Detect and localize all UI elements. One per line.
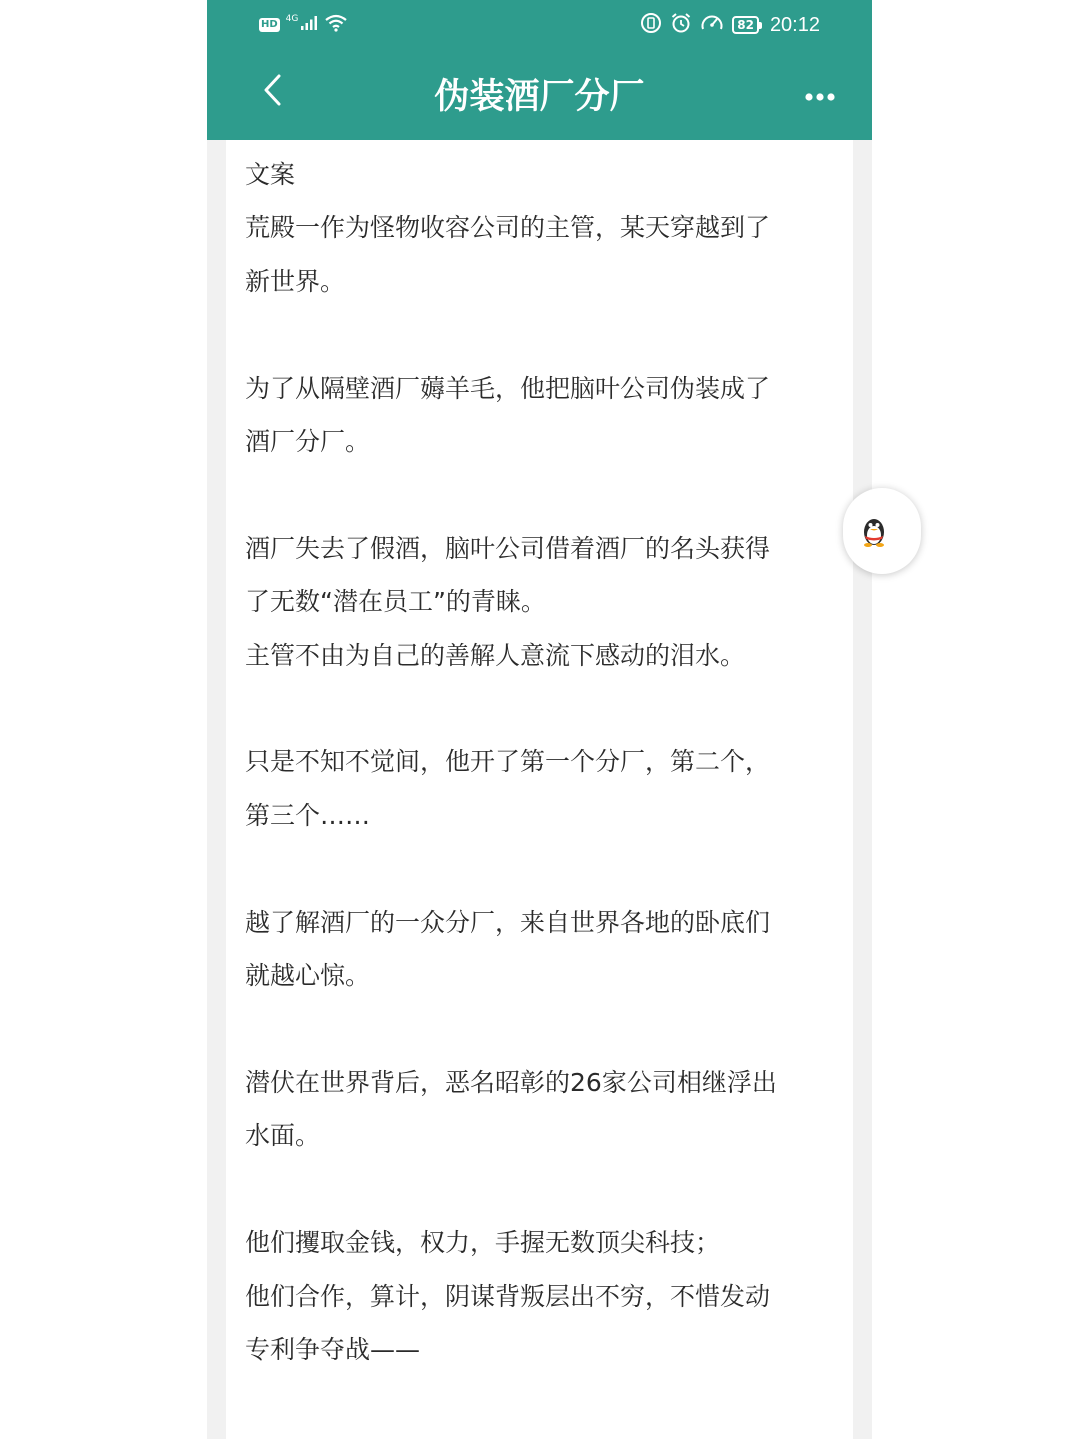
- phone-screen: [207, 0, 872, 1439]
- wifi-icon: [324, 14, 348, 37]
- speed-gauge-icon: [700, 12, 724, 39]
- navigation-bar: [207, 50, 872, 140]
- qq-penguin-icon: [859, 515, 889, 547]
- status-left-group: [259, 13, 348, 37]
- more-options-button[interactable]: [798, 74, 842, 118]
- battery-level: 82: [732, 16, 759, 34]
- page-title: 伪装酒厂分厂: [434, 77, 645, 117]
- synopsis-text: 文案 荒殿一作为怪物收容公司的主管，某天穿越到了 新世界。 为了从隔壁酒厂薅羊毛，他把脑叶公司伪装成了 酒厂分厂。 酒厂失去了假酒，脑叶公司借着酒厂的名头获得 了无数“潜在员工”的青睐。 主管不由为自己的善解人意流下感动的泪水。 只是不知不觉间，他开了第一个分厂，第二个， 第三个…… 越了解酒厂的一众分厂，来自世界各地的卧底们 就越心惊。 潜伏在世界背后，恶名昭彰的26家公司相继浮出 水面。 他们攫取金钱，权力，手握无数顶尖科技； 他们合作，算计，阴谋背叛层出不穷，不惜发动 专利争夺战——: [245, 160, 777, 1364]
- vibrate-mode-icon: [640, 12, 662, 39]
- alarm-icon: [670, 12, 692, 39]
- status-right-group: [640, 12, 820, 38]
- back-button[interactable]: [251, 70, 295, 114]
- battery-tip: [759, 22, 762, 29]
- battery-icon: [732, 16, 762, 34]
- network-type-label: 4G: [285, 14, 299, 24]
- status-bar: [207, 0, 872, 50]
- app-header: [207, 0, 872, 140]
- signal-icon: [300, 14, 318, 36]
- status-time: 20:12: [769, 13, 820, 36]
- hd-badge: HD: [261, 19, 278, 30]
- more-dots-icon: [804, 87, 836, 106]
- chevron-left-icon: [261, 72, 285, 112]
- content-card: [226, 140, 853, 1439]
- floating-share-button[interactable]: [843, 488, 921, 574]
